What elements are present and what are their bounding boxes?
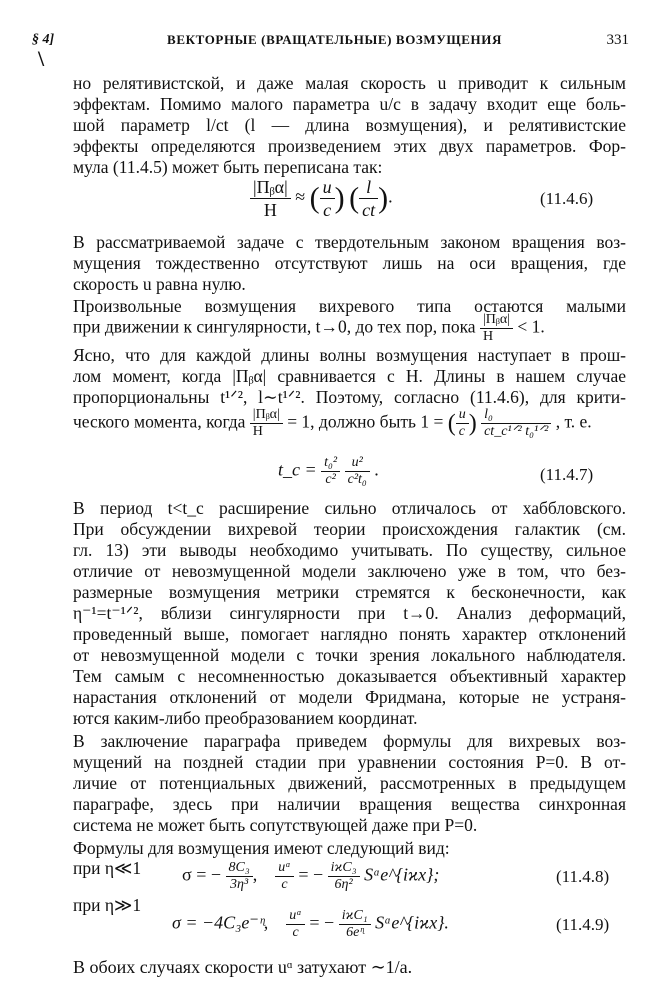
- condition-label: при η≫1: [73, 895, 142, 915]
- text-line: эффектам. Помимо малого параметра u/c в задачу входит еще боль-: [73, 94, 626, 114]
- equation-11-4-7: t_c = $\frac{\text{t₀²}}{\text{c²}}$ $\frac{\text{u²}}{\text{c²t₀}}$ .: [278, 455, 379, 487]
- text-line: мула (11.4.5) может быть переписана так:: [73, 157, 383, 177]
- running-title: ВЕКТОРНЫЕ (ВРАЩАТЕЛЬНЫЕ) ВОЗМУЩЕНИЯ: [167, 32, 502, 47]
- fraction: $\frac{\text{uᵅ}}{c}$: [286, 908, 305, 941]
- text-line: Тем самым с несомненностью доказывается объективный характер: [73, 666, 626, 686]
- section-marker: § 4]: [32, 32, 55, 47]
- fraction: $\frac{\text{|Πᵦα|}}{H}$: [250, 176, 291, 221]
- fraction: $\frac{\text{l₀}}{\text{ct\_c¹ᐟ² t₀¹ᐟ²}}$: [481, 407, 551, 440]
- text-line: личие от потенциальных движений, рассмотренных в предыдущем: [73, 773, 626, 793]
- equation-11-4-8: σ = − $\frac{\text{8C₃}}{\text{3η³}}$ , $\frac{\text{uᵅ}}{c}$ = − $\frac{\text{iϰC₃}}{\text{6η²}}$ Sᵅe^{iϰx};: [182, 860, 440, 892]
- approx-sign: ≈: [295, 186, 306, 207]
- equation-number: (11.4.6): [540, 189, 594, 208]
- text-line: при движении к сингулярности, t→0, до тех пор, пока $\frac{\text{|Πᵦα|}}{H}$ < 1.: [73, 312, 545, 344]
- text-line: ются каким-либо преобразованием координат.: [73, 708, 418, 728]
- text-line: эффекты определяются произведением этих двух параметров. Фор-: [73, 136, 626, 156]
- equation-number: (11.4.8): [556, 867, 610, 886]
- page-number: 331: [606, 32, 629, 48]
- text-line: отличие от невозмущенной модели заключено уже в том, что без-: [73, 561, 626, 581]
- text-line: Произвольные возмущения вихревого типа остаются малыми: [73, 296, 626, 316]
- fraction: $\frac{\text{|Πᵦα|}}{H}$: [250, 407, 283, 440]
- text-line: ческого момента, когда $\frac{\text{|Πᵦα|}}{H}$ = 1, должно быть 1 = ( $\frac{u}{c}$ ) $\frac{\text{l₀}}{\text{ct\_c¹ᐟ² t₀¹ᐟ²}}$ , т. е.: [73, 407, 592, 439]
- margin-mark: \: [38, 46, 45, 71]
- equation-11-4-9: σ = −4C₃e⁻ᶯ, $\frac{\text{uᵅ}}{c}$ = − $\frac{\text{iϰC₁}}{\text{6eᶯ}}$ Sᵅe^{iϰx}.: [172, 908, 449, 940]
- text-line: система не может быть сопутствующей даже при P=0.: [73, 815, 478, 835]
- fraction: $\frac{\text{iϰC₃}}{\text{6η²}}$: [328, 860, 360, 893]
- text-line: параграфе, здесь при наличии вращения вещества синхронная: [73, 794, 626, 814]
- text-line: шой параметр l/ct (l — длина возмущения), и релятивистские: [73, 115, 626, 135]
- fraction: $\frac{u}{c}$: [456, 407, 469, 440]
- fraction: $\frac{\text{uᵅ}}{c}$: [275, 860, 294, 893]
- text-line: но релятивистской, и даже малая скорость u приводит к сильным: [73, 73, 626, 93]
- fraction: $\frac{\text{|Πᵦα|}}{H}$: [480, 312, 513, 345]
- text-line: от невозмущенной модели с точки зрения локального наблюдателя.: [73, 645, 626, 665]
- text-line: размерные возмущения метрики стремятся к бесконечности, как: [73, 582, 626, 602]
- text-line: проведенный выше, помогает наглядно понять характер отклонений: [73, 624, 626, 644]
- text-line: гл. 13) эти выводы необходимо учитывать. По существу, сильное: [73, 540, 626, 560]
- fraction: $\frac{u}{c}$: [320, 176, 335, 221]
- equation-11-4-6: $\frac{\text{|Πᵦα|}}{H}$ ≈ ( $\frac{u}{c}$ ) ( $\frac{l}{ct}$ ).: [250, 176, 393, 221]
- text-line: Ясно, что для каждой длины волны возмущения наступает в прош-: [73, 345, 626, 365]
- equation-number: (11.4.9): [556, 915, 610, 934]
- text-line: В заключение параграфа приведем формулы для вихревых воз-: [73, 731, 626, 751]
- equation-number: (11.4.7): [540, 465, 594, 484]
- fraction: $\frac{\text{8C₃}}{\text{3η³}}$: [226, 860, 253, 893]
- closing-line: В обоих случаях скорости uᵅ затухают ∼1/a.: [73, 957, 413, 977]
- text-line: При обсуждении вихревой теории происхождения галактик (см.: [73, 519, 626, 539]
- text-line: мущения тождественно отсутствуют лишь на оси вращения, где: [73, 253, 626, 273]
- text-line: нарастания отклонений от модели Фридмана, которые не устраня-: [73, 687, 626, 707]
- fraction: $\frac{\text{iϰC₁}}{\text{6eᶯ}}$: [339, 908, 371, 941]
- text-line: скорость u равна нулю.: [73, 274, 246, 294]
- text-line: лом момент, когда |Πᵦα| сравнивается с H. Длины в нашем случае: [73, 366, 626, 386]
- text-line: В рассматриваемой задаче с твердотельным законом вращения воз-: [73, 232, 626, 252]
- fraction: $\frac{l}{ct}$: [359, 176, 378, 221]
- fraction: $\frac{\text{t₀²}}{\text{c²}}$: [321, 455, 340, 488]
- text-line: Формулы для возмущения имеют следующий вид:: [73, 838, 450, 858]
- text-line: пропорциональны t¹ᐟ², l∼t¹ᐟ². Поэтому, согласно (11.4.6), для крити-: [73, 387, 626, 407]
- text-line: В период t<t_c расширение сильно отличалось от хаббловского.: [73, 498, 626, 518]
- text-line: η⁻¹=t⁻¹ᐟ², вблизи сингулярности при t→0. Анализ деформаций,: [73, 603, 626, 623]
- text-line: мущений на поздней стадии при уравнении состояния P=0. В от-: [73, 752, 626, 772]
- condition-label: при η≪1: [73, 858, 142, 878]
- fraction: $\frac{\text{u²}}{\text{c²t₀}}$: [345, 455, 370, 488]
